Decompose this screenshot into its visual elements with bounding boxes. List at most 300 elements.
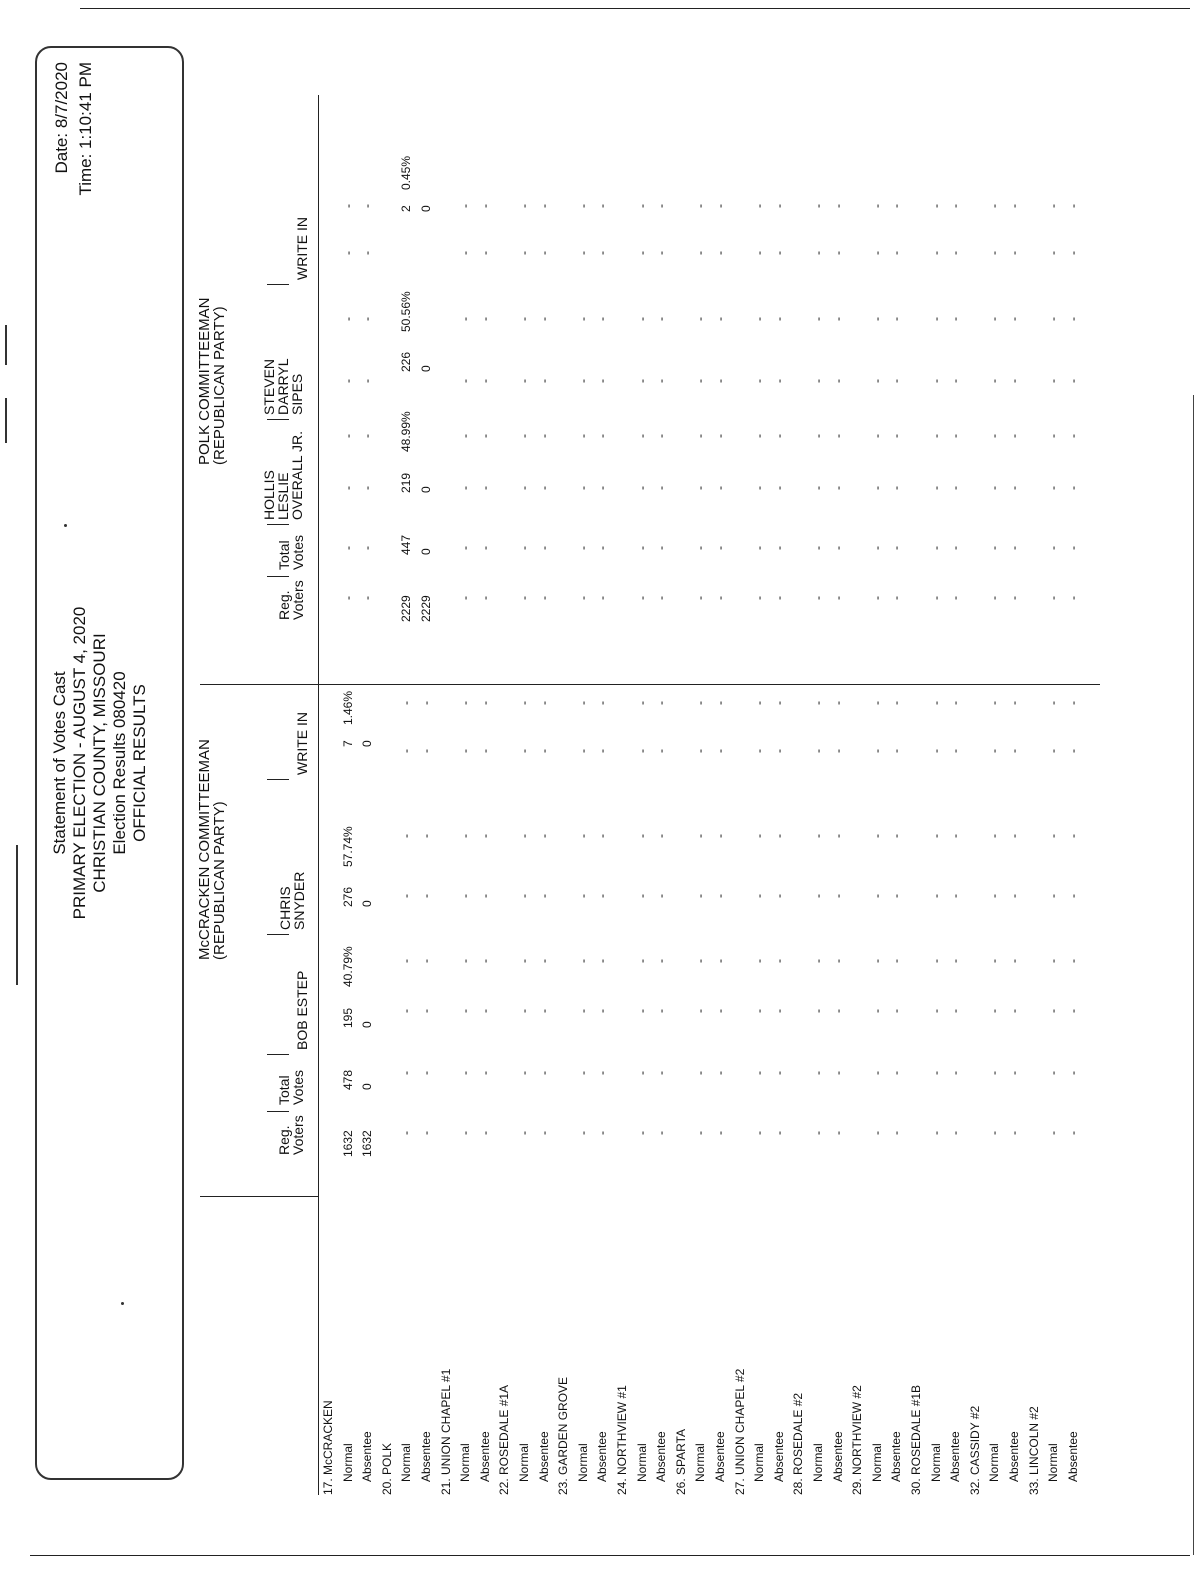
empty-cell-dash: - bbox=[1007, 379, 1021, 383]
empty-cell-dash: - bbox=[889, 1071, 904, 1075]
candidate-header bbox=[262, 431, 304, 520]
empty-cell-dash: - bbox=[713, 834, 727, 838]
empty-cell-dash: - bbox=[869, 379, 884, 383]
empty-cell-dash: - bbox=[830, 1131, 845, 1135]
vote-type-label: Absentee bbox=[536, 1431, 551, 1482]
report-date: Date: 8/7/2020 bbox=[52, 62, 71, 174]
empty-cell-dash: - bbox=[595, 379, 610, 383]
title-line: Statement of Votes Cast bbox=[50, 671, 69, 855]
empty-cell-dash: - bbox=[948, 317, 963, 321]
empty-cell-dash: - bbox=[1046, 894, 1061, 898]
empty-cell-dash: - bbox=[575, 959, 590, 963]
header-text: HOLLIS bbox=[261, 470, 277, 520]
empty-cell-dash: - bbox=[869, 434, 884, 438]
empty-cell-dash: - bbox=[517, 546, 531, 550]
empty-cell-dash: - bbox=[811, 1009, 825, 1013]
vote-type-label: Absentee bbox=[1007, 1431, 1021, 1482]
precinct-label: 33. LINCOLN #2 bbox=[1026, 1406, 1041, 1495]
empty-cell-dash: - bbox=[536, 486, 551, 490]
empty-cell-dash: - bbox=[399, 959, 414, 963]
empty-cell-dash: - bbox=[752, 701, 767, 705]
vote-type-label: Absentee bbox=[948, 1431, 963, 1482]
report-date-time bbox=[50, 62, 98, 196]
empty-cell-dash: - bbox=[752, 1009, 767, 1013]
empty-cell-dash: - bbox=[1007, 701, 1021, 705]
empty-cell-dash: - bbox=[713, 251, 727, 255]
empty-cell-dash: - bbox=[987, 546, 1002, 550]
empty-cell-dash: - bbox=[752, 749, 767, 753]
empty-cell-dash: - bbox=[693, 1131, 708, 1135]
empty-cell-dash: - bbox=[948, 546, 963, 550]
empty-cell-dash: - bbox=[928, 749, 943, 753]
empty-cell-dash: - bbox=[928, 894, 943, 898]
candidate-votes-value: 2 bbox=[399, 205, 414, 212]
empty-cell-dash: - bbox=[1065, 1071, 1080, 1075]
empty-cell-dash: - bbox=[536, 317, 551, 321]
empty-cell-dash: - bbox=[1046, 546, 1061, 550]
empty-cell-dash: - bbox=[889, 204, 904, 208]
empty-cell-dash: - bbox=[869, 1009, 884, 1013]
empty-cell-dash: - bbox=[360, 596, 375, 600]
empty-cell-dash: - bbox=[948, 486, 963, 490]
empty-cell-dash: - bbox=[889, 959, 904, 963]
empty-cell-dash: - bbox=[811, 596, 825, 600]
empty-cell-dash: - bbox=[654, 546, 669, 550]
empty-cell-dash: - bbox=[1046, 251, 1061, 255]
empty-cell-dash: - bbox=[1007, 834, 1021, 838]
empty-cell-dash: - bbox=[360, 546, 375, 550]
empty-cell-dash: - bbox=[987, 959, 1002, 963]
empty-cell-dash: - bbox=[889, 434, 904, 438]
empty-cell-dash: - bbox=[869, 749, 884, 753]
header-text: SIPES bbox=[289, 373, 305, 415]
empty-cell-dash: - bbox=[595, 434, 610, 438]
empty-cell-dash: - bbox=[928, 434, 943, 438]
empty-cell-dash: - bbox=[811, 834, 825, 838]
empty-cell-dash: - bbox=[634, 749, 649, 753]
empty-cell-dash: - bbox=[830, 834, 845, 838]
empty-cell-dash: - bbox=[575, 1071, 590, 1075]
empty-cell-dash: - bbox=[654, 317, 669, 321]
precinct-label: 17. McCRACKEN bbox=[321, 1400, 335, 1495]
vote-type-label: Absentee bbox=[713, 1431, 727, 1482]
empty-cell-dash: - bbox=[869, 317, 884, 321]
empty-cell-dash: - bbox=[1007, 596, 1021, 600]
empty-cell-dash: - bbox=[889, 379, 904, 383]
empty-cell-dash: - bbox=[595, 546, 610, 550]
empty-cell-dash: - bbox=[771, 1009, 786, 1013]
empty-cell-dash: - bbox=[1046, 959, 1061, 963]
title-line: CHRISTIAN COUNTY, MISSOURI bbox=[90, 633, 109, 893]
empty-cell-dash: - bbox=[477, 749, 492, 753]
empty-cell-dash: - bbox=[928, 546, 943, 550]
candidate-votes-value: 0 bbox=[360, 1021, 375, 1028]
total-votes-value: 0 bbox=[360, 1083, 375, 1090]
vote-type-label: Absentee bbox=[595, 1431, 610, 1482]
header-text: WRITE IN bbox=[294, 712, 310, 775]
empty-cell-dash: - bbox=[399, 1131, 414, 1135]
empty-cell-dash: - bbox=[634, 596, 649, 600]
empty-cell-dash: - bbox=[477, 251, 492, 255]
empty-cell-dash: - bbox=[1007, 1131, 1021, 1135]
empty-cell-dash: - bbox=[536, 701, 551, 705]
vote-type-label: Absentee bbox=[1065, 1431, 1080, 1482]
empty-cell-dash: - bbox=[517, 251, 531, 255]
empty-cell-dash: - bbox=[889, 701, 904, 705]
candidate-votes-value: 0 bbox=[419, 486, 433, 493]
empty-cell-dash: - bbox=[987, 596, 1002, 600]
empty-cell-dash: - bbox=[575, 1131, 590, 1135]
empty-cell-dash: - bbox=[1046, 834, 1061, 838]
empty-cell-dash: - bbox=[458, 959, 473, 963]
empty-cell-dash: - bbox=[477, 204, 492, 208]
empty-cell-dash: - bbox=[869, 1071, 884, 1075]
empty-cell-dash: - bbox=[1007, 486, 1021, 490]
empty-cell-dash: - bbox=[1065, 379, 1080, 383]
empty-cell-dash: - bbox=[360, 434, 375, 438]
empty-cell-dash: - bbox=[948, 701, 963, 705]
empty-cell-dash: - bbox=[713, 434, 727, 438]
empty-cell-dash: - bbox=[536, 204, 551, 208]
empty-cell-dash: - bbox=[987, 486, 1002, 490]
empty-cell-dash: - bbox=[536, 749, 551, 753]
empty-cell-dash: - bbox=[928, 834, 943, 838]
empty-cell-dash: - bbox=[948, 1071, 963, 1075]
title-line: OFFICIAL RESULTS bbox=[130, 684, 149, 842]
reg-voters-value: 1632 bbox=[360, 1130, 375, 1157]
empty-cell-dash: - bbox=[595, 894, 610, 898]
empty-cell-dash: - bbox=[536, 1071, 551, 1075]
empty-cell-dash: - bbox=[811, 204, 825, 208]
header-separator bbox=[267, 1111, 289, 1112]
empty-cell-dash: - bbox=[713, 379, 727, 383]
empty-cell-dash: - bbox=[1046, 1009, 1061, 1013]
title-line: PRIMARY ELECTION - AUGUST 4, 2020 bbox=[70, 606, 89, 920]
empty-cell-dash: - bbox=[713, 894, 727, 898]
empty-cell-dash: - bbox=[987, 834, 1002, 838]
empty-cell-dash: - bbox=[987, 317, 1002, 321]
header-separator bbox=[267, 419, 289, 420]
empty-cell-dash: - bbox=[713, 596, 727, 600]
empty-cell-dash: - bbox=[771, 959, 786, 963]
vote-type-label: Normal bbox=[752, 1443, 767, 1482]
empty-cell-dash: - bbox=[1065, 251, 1080, 255]
empty-cell-dash: - bbox=[360, 251, 375, 255]
empty-cell-dash: - bbox=[517, 204, 531, 208]
total-votes-header bbox=[277, 1070, 305, 1105]
candidate-header bbox=[295, 712, 309, 775]
empty-cell-dash: - bbox=[928, 959, 943, 963]
empty-cell-dash: - bbox=[713, 1131, 727, 1135]
empty-cell-dash: - bbox=[595, 596, 610, 600]
empty-cell-dash: - bbox=[654, 834, 669, 838]
empty-cell-dash: - bbox=[830, 1071, 845, 1075]
empty-cell-dash: - bbox=[595, 1071, 610, 1075]
header-text: STEVEN bbox=[261, 358, 277, 415]
precinct-label: 30. ROSEDALE #1B bbox=[909, 1384, 923, 1495]
empty-cell-dash: - bbox=[1046, 701, 1061, 705]
empty-cell-dash: - bbox=[928, 1009, 943, 1013]
empty-cell-dash: - bbox=[340, 317, 355, 321]
reg-voters-header bbox=[277, 1115, 305, 1155]
empty-cell-dash: - bbox=[771, 1131, 786, 1135]
empty-cell-dash: - bbox=[595, 1131, 610, 1135]
empty-cell-dash: - bbox=[811, 379, 825, 383]
empty-cell-dash: - bbox=[928, 1131, 943, 1135]
empty-cell-dash: - bbox=[419, 1131, 433, 1135]
candidate-percent: 48.99% bbox=[399, 411, 414, 452]
empty-cell-dash: - bbox=[771, 1071, 786, 1075]
empty-cell-dash: - bbox=[693, 749, 708, 753]
reg-voters-value: 1632 bbox=[340, 1130, 355, 1157]
empty-cell-dash: - bbox=[634, 959, 649, 963]
empty-cell-dash: - bbox=[634, 251, 649, 255]
empty-cell-dash: - bbox=[771, 596, 786, 600]
empty-cell-dash: - bbox=[595, 317, 610, 321]
empty-cell-dash: - bbox=[458, 1131, 473, 1135]
empty-cell-dash: - bbox=[889, 317, 904, 321]
empty-cell-dash: - bbox=[752, 251, 767, 255]
empty-cell-dash: - bbox=[399, 894, 414, 898]
empty-cell-dash: - bbox=[399, 701, 414, 705]
vote-type-label: Normal bbox=[634, 1443, 649, 1482]
report-header bbox=[35, 46, 184, 1480]
empty-cell-dash: - bbox=[517, 1009, 531, 1013]
empty-cell-dash: - bbox=[419, 749, 433, 753]
empty-cell-dash: - bbox=[889, 596, 904, 600]
header-text: Total bbox=[276, 1075, 292, 1105]
empty-cell-dash: - bbox=[340, 434, 355, 438]
empty-cell-dash: - bbox=[830, 379, 845, 383]
empty-cell-dash: - bbox=[1007, 204, 1021, 208]
reg-voters-value: 2229 bbox=[399, 595, 414, 622]
vote-type-label: Normal bbox=[811, 1443, 825, 1482]
empty-cell-dash: - bbox=[634, 379, 649, 383]
empty-cell-dash: - bbox=[575, 317, 590, 321]
empty-cell-dash: - bbox=[575, 894, 590, 898]
empty-cell-dash: - bbox=[477, 317, 492, 321]
empty-cell-dash: - bbox=[830, 1009, 845, 1013]
empty-cell-dash: - bbox=[869, 894, 884, 898]
candidate-header bbox=[295, 971, 309, 1050]
empty-cell-dash: - bbox=[458, 749, 473, 753]
empty-cell-dash: - bbox=[752, 834, 767, 838]
empty-cell-dash: - bbox=[948, 251, 963, 255]
empty-cell-dash: - bbox=[830, 486, 845, 490]
candidate-percent: 40.79% bbox=[340, 946, 355, 987]
empty-cell-dash: - bbox=[654, 701, 669, 705]
vote-type-label: Normal bbox=[869, 1443, 884, 1482]
empty-cell-dash: - bbox=[928, 1071, 943, 1075]
empty-cell-dash: - bbox=[654, 1131, 669, 1135]
title-line: Election Results 080420 bbox=[110, 671, 129, 855]
empty-cell-dash: - bbox=[889, 1131, 904, 1135]
candidate-votes-value: 0 bbox=[360, 740, 375, 747]
empty-cell-dash: - bbox=[634, 894, 649, 898]
empty-cell-dash: - bbox=[693, 379, 708, 383]
empty-cell-dash: - bbox=[771, 701, 786, 705]
rotated-sheet bbox=[0, 15, 1120, 1555]
empty-cell-dash: - bbox=[811, 701, 825, 705]
empty-cell-dash: - bbox=[948, 1009, 963, 1013]
candidate-votes-value: 276 bbox=[340, 886, 355, 907]
empty-cell-dash: - bbox=[1046, 1071, 1061, 1075]
candidate-header bbox=[278, 872, 306, 930]
empty-cell-dash: - bbox=[987, 251, 1002, 255]
empty-cell-dash: - bbox=[771, 317, 786, 321]
empty-cell-dash: - bbox=[1007, 434, 1021, 438]
empty-cell-dash: - bbox=[1046, 204, 1061, 208]
empty-cell-dash: - bbox=[869, 204, 884, 208]
header-text: CHRIS bbox=[277, 886, 293, 930]
empty-cell-dash: - bbox=[752, 596, 767, 600]
empty-cell-dash: - bbox=[517, 434, 531, 438]
table-left-rule bbox=[318, 1197, 319, 1495]
header-text: Voters bbox=[290, 1115, 306, 1155]
empty-cell-dash: - bbox=[477, 379, 492, 383]
empty-cell-dash: - bbox=[634, 434, 649, 438]
vote-type-label: Absentee bbox=[360, 1431, 375, 1482]
empty-cell-dash: - bbox=[830, 894, 845, 898]
empty-cell-dash: - bbox=[1046, 379, 1061, 383]
empty-cell-dash: - bbox=[595, 204, 610, 208]
empty-cell-dash: - bbox=[458, 701, 473, 705]
precinct-label: 32. CASSIDY #2 bbox=[967, 1405, 982, 1495]
vote-type-label: Absentee bbox=[771, 1431, 786, 1482]
candidate-header bbox=[295, 217, 309, 280]
empty-cell-dash: - bbox=[948, 959, 963, 963]
vote-type-label: Normal bbox=[575, 1443, 590, 1482]
empty-cell-dash: - bbox=[713, 546, 727, 550]
empty-cell-dash: - bbox=[928, 204, 943, 208]
empty-cell-dash: - bbox=[693, 596, 708, 600]
header-text: Voters bbox=[290, 580, 306, 620]
empty-cell-dash: - bbox=[987, 1071, 1002, 1075]
empty-cell-dash: - bbox=[752, 204, 767, 208]
empty-cell-dash: - bbox=[340, 379, 355, 383]
empty-cell-dash: - bbox=[928, 701, 943, 705]
empty-cell-dash: - bbox=[811, 546, 825, 550]
empty-cell-dash: - bbox=[811, 894, 825, 898]
empty-cell-dash: - bbox=[340, 546, 355, 550]
vote-type-label: Absentee bbox=[419, 1431, 433, 1482]
empty-cell-dash: - bbox=[948, 1131, 963, 1135]
empty-cell-dash: - bbox=[634, 486, 649, 490]
contest-divider bbox=[200, 1196, 318, 1197]
empty-cell-dash: - bbox=[634, 204, 649, 208]
empty-cell-dash: - bbox=[948, 379, 963, 383]
empty-cell-dash: - bbox=[830, 596, 845, 600]
empty-cell-dash: - bbox=[458, 546, 473, 550]
empty-cell-dash: - bbox=[987, 749, 1002, 753]
contest-title-line: (REPUBLICAN PARTY) bbox=[211, 306, 228, 465]
candidate-percent: 57.74% bbox=[340, 826, 355, 867]
empty-cell-dash: - bbox=[713, 1071, 727, 1075]
empty-cell-dash: - bbox=[517, 379, 531, 383]
empty-cell-dash: - bbox=[654, 749, 669, 753]
header-text: Votes bbox=[290, 534, 306, 570]
empty-cell-dash: - bbox=[713, 204, 727, 208]
empty-cell-dash: - bbox=[771, 894, 786, 898]
empty-cell-dash: - bbox=[536, 1009, 551, 1013]
empty-cell-dash: - bbox=[928, 486, 943, 490]
empty-cell-dash: - bbox=[1007, 546, 1021, 550]
empty-cell-dash: - bbox=[987, 1131, 1002, 1135]
empty-cell-dash: - bbox=[1007, 959, 1021, 963]
empty-cell-dash: - bbox=[948, 596, 963, 600]
candidate-votes-value: 195 bbox=[340, 1007, 355, 1028]
precinct-label: 27. UNION CHAPEL #2 bbox=[732, 1368, 747, 1495]
empty-cell-dash: - bbox=[987, 1009, 1002, 1013]
empty-cell-dash: - bbox=[477, 1071, 492, 1075]
empty-cell-dash: - bbox=[399, 1071, 414, 1075]
empty-cell-dash: - bbox=[811, 251, 825, 255]
empty-cell-dash: - bbox=[458, 834, 473, 838]
empty-cell-dash: - bbox=[811, 749, 825, 753]
vote-type-label: Absentee bbox=[477, 1431, 492, 1482]
empty-cell-dash: - bbox=[477, 959, 492, 963]
report-time: Time: 1:10:41 PM bbox=[76, 62, 95, 196]
empty-cell-dash: - bbox=[536, 1131, 551, 1135]
empty-cell-dash: - bbox=[830, 204, 845, 208]
empty-cell-dash: - bbox=[987, 701, 1002, 705]
empty-cell-dash: - bbox=[771, 546, 786, 550]
empty-cell-dash: - bbox=[575, 251, 590, 255]
header-text: OVERALL JR. bbox=[289, 431, 305, 520]
empty-cell-dash: - bbox=[869, 546, 884, 550]
empty-cell-dash: - bbox=[752, 959, 767, 963]
precinct-label: 21. UNION CHAPEL #1 bbox=[438, 1368, 453, 1495]
candidate-percent: 1.46% bbox=[340, 690, 355, 725]
contest-title-line: POLK COMMITTEEMAN bbox=[196, 297, 213, 465]
empty-cell-dash: - bbox=[536, 959, 551, 963]
vote-type-label: Normal bbox=[399, 1443, 414, 1482]
empty-cell-dash: - bbox=[752, 546, 767, 550]
precinct-label: 29. NORTHVIEW #2 bbox=[850, 1385, 865, 1495]
precinct-label: 26. SPARTA bbox=[673, 1428, 688, 1495]
header-text: Total bbox=[276, 540, 292, 570]
reg-voters-header bbox=[277, 580, 305, 620]
empty-cell-dash: - bbox=[517, 894, 531, 898]
empty-cell-dash: - bbox=[419, 1071, 433, 1075]
empty-cell-dash: - bbox=[693, 204, 708, 208]
empty-cell-dash: - bbox=[752, 1131, 767, 1135]
empty-cell-dash: - bbox=[654, 379, 669, 383]
empty-cell-dash: - bbox=[830, 434, 845, 438]
empty-cell-dash: - bbox=[595, 486, 610, 490]
empty-cell-dash: - bbox=[1065, 959, 1080, 963]
empty-cell-dash: - bbox=[830, 701, 845, 705]
empty-cell-dash: - bbox=[477, 834, 492, 838]
empty-cell-dash: - bbox=[419, 701, 433, 705]
empty-cell-dash: - bbox=[869, 486, 884, 490]
empty-cell-dash: - bbox=[889, 486, 904, 490]
empty-cell-dash: - bbox=[752, 894, 767, 898]
precinct-label: 23. GARDEN GROVE bbox=[556, 1376, 571, 1495]
candidate-votes-value: 219 bbox=[399, 472, 414, 493]
empty-cell-dash: - bbox=[575, 1009, 590, 1013]
empty-cell-dash: - bbox=[830, 317, 845, 321]
empty-cell-dash: - bbox=[771, 379, 786, 383]
empty-cell-dash: - bbox=[948, 894, 963, 898]
empty-cell-dash: - bbox=[1065, 1131, 1080, 1135]
empty-cell-dash: - bbox=[458, 894, 473, 898]
empty-cell-dash: - bbox=[693, 434, 708, 438]
precinct-label: 22. ROSEDALE #1A bbox=[497, 1384, 512, 1495]
empty-cell-dash: - bbox=[948, 834, 963, 838]
empty-cell-dash: - bbox=[458, 317, 473, 321]
empty-cell-dash: - bbox=[1065, 894, 1080, 898]
